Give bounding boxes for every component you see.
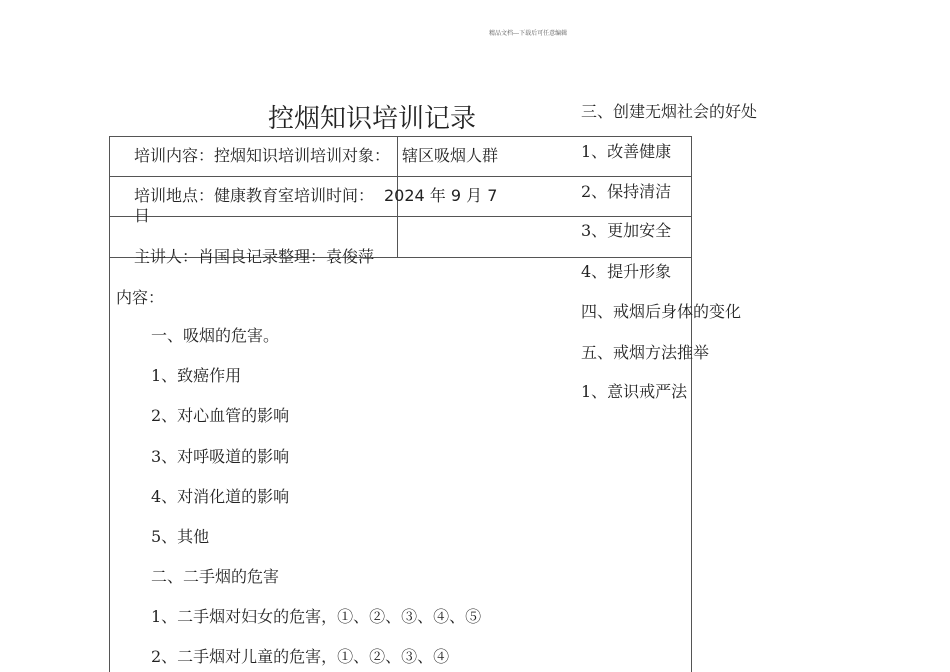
speaker-recorder-label: 主讲人：肖国良记录整理：袁俊萍 — [134, 247, 375, 266]
content-label: 内容： — [116, 288, 165, 307]
training-location-label: 培训地点：健康教育室培训时间： — [134, 186, 375, 205]
content-item: 5、其他 — [151, 527, 210, 546]
document-title: 控烟知识培训记录 — [268, 104, 477, 134]
content-item: 1、致癌作用 — [151, 366, 242, 385]
training-date-value: 2024 年 9 月 7 — [384, 186, 498, 205]
table-border-right — [691, 136, 692, 672]
content-item: 4、对消化道的影响 — [151, 487, 290, 506]
table-border-row2 — [109, 216, 692, 217]
table-border-top — [109, 136, 692, 137]
right-item: 1、意识戒严法 — [581, 382, 688, 401]
right-item: 2、保持清洁 — [581, 182, 672, 201]
content-item: 1、二手烟对妇女的危害，①、②、③、④、⑤ — [151, 607, 482, 626]
table-border-row1 — [109, 176, 692, 177]
right-item: 1、改善健康 — [581, 142, 672, 161]
right-item: 3、更加安全 — [581, 221, 672, 240]
content-item: 2、二手烟对儿童的危害，①、②、③、④ — [151, 647, 450, 666]
content-heading-1: 一、吸烟的危害。 — [151, 326, 280, 345]
training-content-label: 培训内容：控烟知识培训培训对象： — [134, 146, 391, 165]
content-heading-2: 二、二手烟的危害 — [151, 567, 280, 586]
content-item: 2、对心血管的影响 — [151, 406, 290, 425]
table-border-left — [109, 136, 110, 672]
training-date-wrap: 日 — [134, 206, 151, 225]
right-heading-5: 五、戒烟方法推举 — [581, 343, 710, 362]
training-audience-value: 辖区吸烟人群 — [402, 146, 499, 165]
right-heading-3: 三、创建无烟社会的好处 — [581, 102, 758, 121]
header-note: 精品文档---下载后可任意编辑 — [489, 30, 568, 37]
right-heading-4: 四、戒烟后身体的变化 — [581, 302, 742, 321]
content-item: 3、对呼吸道的影响 — [151, 447, 290, 466]
right-item: 4、提升形象 — [581, 262, 672, 281]
